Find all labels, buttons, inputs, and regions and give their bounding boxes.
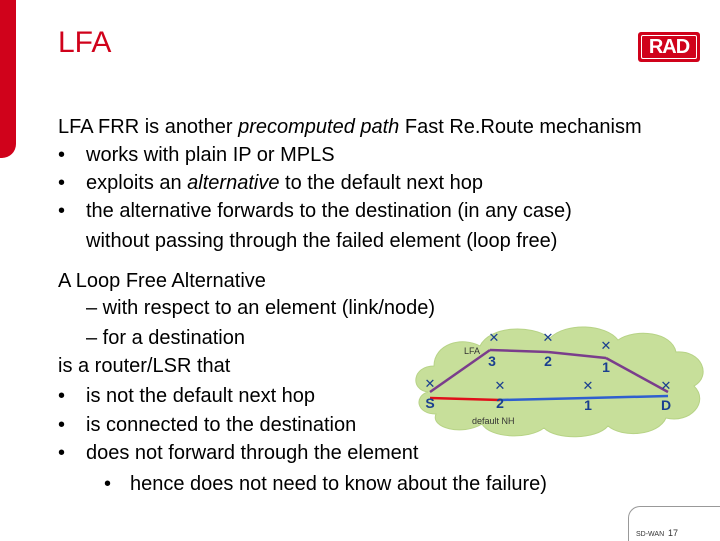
- bullet-forwards-continuation: without passing through the failed element (loop free): [86, 230, 558, 252]
- lfa-sub-destination: – for a destination: [86, 327, 245, 349]
- sub-bullet-no-failure-knowledge: hence does not need to know about the failure): [130, 473, 547, 495]
- bullet-connected-destination: is connected to the destination: [86, 414, 357, 436]
- footer: [636, 528, 678, 538]
- router-line: is a router/LSR that: [58, 355, 231, 377]
- sub-bullet-marker: •: [104, 473, 112, 495]
- router-2-bottom: [495, 379, 506, 411]
- bullet-exploits-alternative: [86, 171, 483, 195]
- bullet-works-plain-ip: works with plain IP or MPLS: [86, 144, 335, 166]
- page-number: 17: [668, 528, 679, 538]
- svg-text:✕: ✕: [424, 377, 436, 392]
- bullet-marker: •: [58, 144, 66, 166]
- default-nh-label: default NH: [472, 416, 515, 426]
- slide-title: LFA: [58, 26, 112, 59]
- bullet-exploits-pre: exploits an: [86, 172, 188, 194]
- svg-text:✕: ✕: [660, 379, 672, 394]
- bullet-marker: •: [58, 414, 66, 436]
- rad-logo: [638, 32, 700, 62]
- bullet-marker: •: [58, 172, 66, 194]
- bullet-exploits-italic: alternative: [187, 172, 280, 194]
- lfa-diagram-label: LFA: [464, 346, 481, 356]
- bullet-marker: •: [58, 442, 66, 464]
- intro-suffix: Fast Re.Route mechanism: [399, 116, 642, 138]
- bullet-forwards-destination: the alternative forwards to the destination (in any case): [86, 200, 572, 222]
- lfa-sub-element: – with respect to an element (link/node): [86, 297, 436, 319]
- intro-italic: precomputed path: [238, 116, 400, 138]
- bullet-marker: •: [58, 200, 66, 222]
- svg-text:✕: ✕: [488, 331, 500, 346]
- svg-text:1: 1: [602, 359, 610, 375]
- network-diagram: [410, 320, 710, 440]
- svg-text:3: 3: [488, 353, 496, 369]
- svg-text:1: 1: [584, 397, 592, 413]
- left-accent-bar: [0, 0, 16, 158]
- svg-text:2: 2: [496, 395, 504, 411]
- svg-text:✕: ✕: [494, 379, 506, 394]
- lfa-heading: A Loop Free Alternative: [58, 270, 266, 292]
- svg-text:S: S: [425, 395, 435, 411]
- svg-text:✕: ✕: [582, 379, 594, 394]
- svg-text:2: 2: [544, 353, 552, 369]
- bullet-not-default-nh: is not the default next hop: [86, 385, 316, 407]
- rad-logo-text: RAD: [641, 35, 697, 59]
- bullet-marker: •: [58, 385, 66, 407]
- svg-text:✕: ✕: [542, 331, 554, 346]
- intro-prefix: LFA FRR is another: [58, 116, 239, 138]
- bullet-exploits-post: to the default next hop: [279, 172, 483, 194]
- bullet-not-forward-element: does not forward through the element: [86, 442, 419, 464]
- intro-line: [58, 115, 642, 139]
- footer-label: SD-WAN: [636, 531, 665, 538]
- svg-text:D: D: [660, 397, 672, 413]
- svg-text:✕: ✕: [600, 339, 612, 354]
